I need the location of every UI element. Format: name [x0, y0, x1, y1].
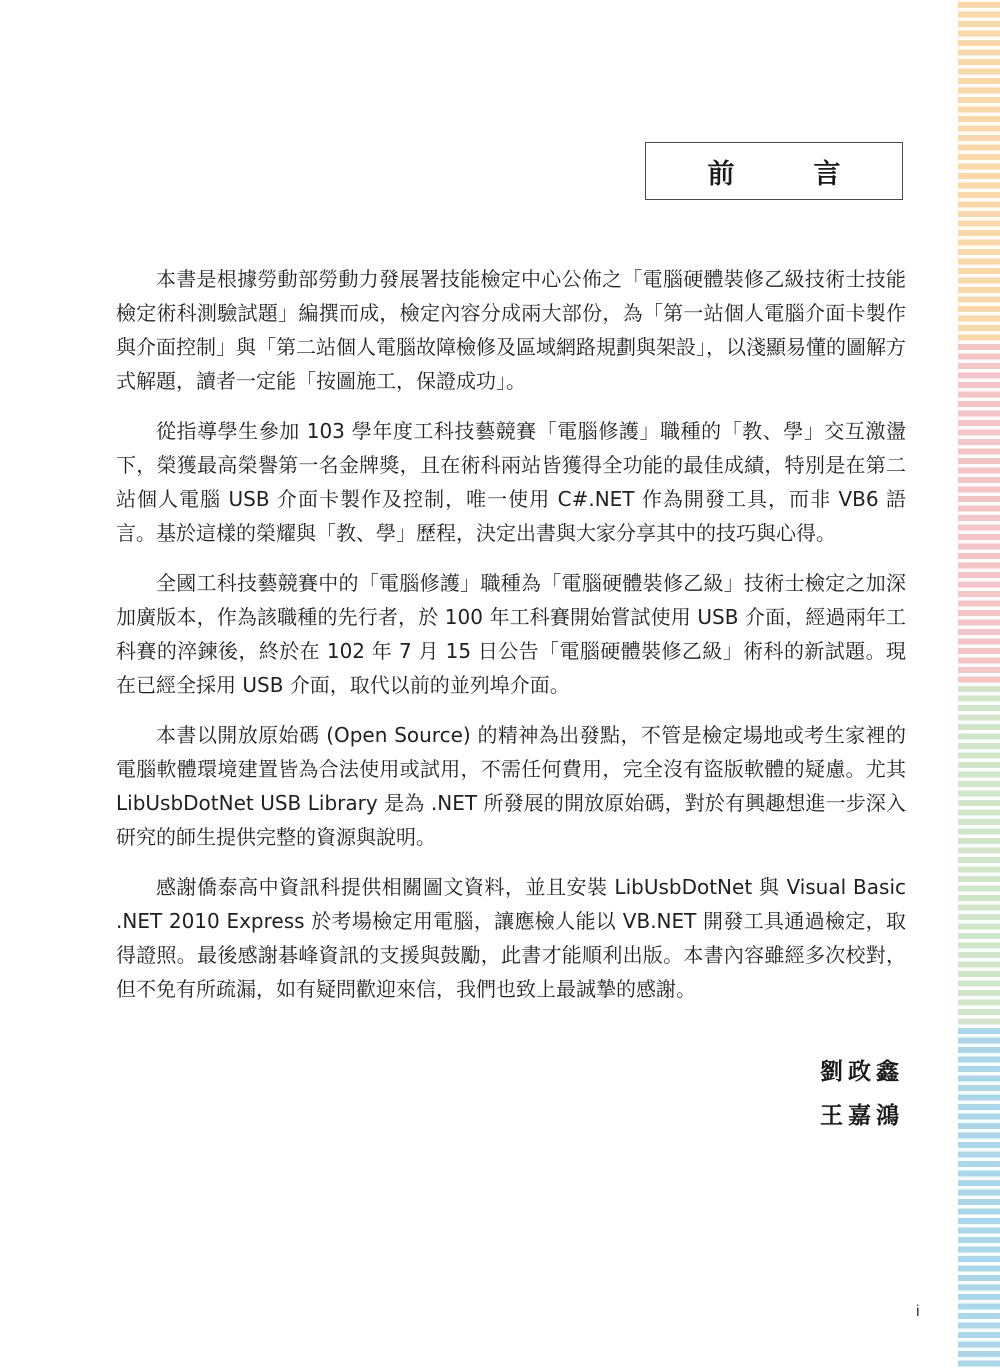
stripe [958, 1085, 1000, 1091]
paragraph-1: 本書是根據勞動部勞動力發展署技能檢定中心公佈之「電腦硬體裝修乙級技術士技能檢定術科測驗試題」編撰而成，檢定內容分成兩大部份，為「第一站個人電腦介面卡製作與介面控制」與「第二站個人電腦故障檢修及區域網路規劃與架設」，以淺顯易懂的圖解方式解題，讀者一定能「按圖施工，保證成功」。 [116, 267, 906, 393]
stripe [958, 810, 1000, 816]
stripe [958, 1304, 1000, 1310]
stripe [958, 240, 1000, 246]
stripe [958, 287, 1000, 293]
stripe [958, 164, 1000, 170]
stripe [958, 876, 1000, 882]
stripe [958, 211, 1000, 217]
stripe [958, 116, 1000, 122]
stripe [958, 449, 1000, 455]
stripe [958, 344, 1000, 350]
stripe [958, 658, 1000, 664]
stripe [958, 363, 1000, 369]
stripe [958, 1161, 1000, 1167]
stripe [958, 88, 1000, 94]
stripe [958, 534, 1000, 540]
stripe [958, 1275, 1000, 1281]
stripe [958, 857, 1000, 863]
stripe [958, 373, 1000, 379]
stripe [958, 135, 1000, 141]
stripe [958, 1332, 1000, 1338]
stripe [958, 933, 1000, 939]
stripe [958, 50, 1000, 56]
stripe [958, 639, 1000, 645]
stripe [958, 724, 1000, 730]
stripe [958, 582, 1000, 588]
stripe [958, 59, 1000, 65]
stripe [958, 1009, 1000, 1015]
stripe [958, 962, 1000, 968]
paragraph-5: 感謝僑泰高中資訊科提供相關圖文資料，並且安裝 LibUsbDotNet 與 Visual Basic .NET 2010 Express 於考場檢定用電腦，讓應檢人能以 VB.NET 開發工具通過檢定，取得證照。最後感謝碁峰資訊的支援與鼓勵，此書才能順利出版。本書內容雖經多次校對，但不免有所疏漏，如有疑問歡迎來信，我們也致上最誠摯的感謝。 [116, 875, 906, 1001]
author-name-1: 劉政鑫 [820, 1058, 904, 1085]
stripe [958, 800, 1000, 806]
decorative-side-stripes [958, 0, 1000, 1368]
author-name-2: 王嘉鴻 [820, 1102, 904, 1129]
stripe [958, 1361, 1000, 1367]
stripe [958, 1057, 1000, 1063]
stripe [958, 1171, 1000, 1177]
stripe [958, 21, 1000, 27]
stripe [958, 1114, 1000, 1120]
stripe [958, 1266, 1000, 1272]
stripe [958, 1323, 1000, 1329]
paragraph-4: 本書以開放原始碼 (Open Source) 的精神為出發點，不管是檢定場地或考生家裡的電腦軟體環境建置皆為合法使用或試用，不需任何費用，完全沒有盜版軟體的疑慮。尤其 LibUsbDotNet USB Library 是為 .NET 所發展的開放原始碼，對於有興趣想進一步深入研究的師生提供完整的資源與說明。 [116, 723, 906, 849]
stripe [958, 544, 1000, 550]
stripe [958, 1104, 1000, 1110]
stripe [958, 734, 1000, 740]
stripe [958, 620, 1000, 626]
stripe [958, 1342, 1000, 1348]
stripe [958, 40, 1000, 46]
stripe [958, 1047, 1000, 1053]
paragraph-2: 從指導學生參加 103 學年度工科技藝競賽「電腦修護」職種的「教、學」交互激盪下，榮獲最高榮譽第一名金牌獎，且在術科兩站皆獲得全功能的最佳成績，特別是在第二站個人電腦 USB 介面卡製作及控制，唯一使用 C#.NET 作為開發工具，而非 VB6 語言。基於這樣的榮耀與「教、學」歷程，決定出書與大家分享其中的技巧與心得。 [116, 419, 906, 545]
stripe [958, 981, 1000, 987]
stripe [958, 762, 1000, 768]
stripe [958, 601, 1000, 607]
stripe [958, 506, 1000, 512]
stripe [958, 268, 1000, 274]
stripe [958, 126, 1000, 132]
stripe [958, 705, 1000, 711]
stripe [958, 1190, 1000, 1196]
stripe [958, 753, 1000, 759]
stripe [958, 430, 1000, 436]
stripe [958, 848, 1000, 854]
stripe [958, 325, 1000, 331]
stripe [958, 1038, 1000, 1044]
stripe [958, 829, 1000, 835]
stripe [958, 1237, 1000, 1243]
stripe [958, 1285, 1000, 1291]
stripe [958, 743, 1000, 749]
stripe [958, 715, 1000, 721]
stripe [958, 12, 1000, 18]
stripe [958, 496, 1000, 502]
stripe [958, 316, 1000, 322]
stripe [958, 1133, 1000, 1139]
stripe [958, 563, 1000, 569]
stripe [958, 202, 1000, 208]
stripe [958, 905, 1000, 911]
stripe [958, 677, 1000, 683]
stripe [958, 145, 1000, 151]
page-number: i [916, 1303, 920, 1320]
stripe [958, 1142, 1000, 1148]
stripe [958, 1180, 1000, 1186]
stripe [958, 401, 1000, 407]
stripe [958, 791, 1000, 797]
stripe [958, 420, 1000, 426]
stripe [958, 629, 1000, 635]
stripe [958, 515, 1000, 521]
stripe [958, 553, 1000, 559]
stripe [958, 392, 1000, 398]
stripe [958, 31, 1000, 37]
stripe [958, 183, 1000, 189]
stripe [958, 249, 1000, 255]
stripe [958, 173, 1000, 179]
author-signatures [820, 1050, 904, 1138]
stripe [958, 1019, 1000, 1025]
stripe [958, 69, 1000, 75]
stripe [958, 468, 1000, 474]
preface-title-box [645, 142, 903, 200]
stripe [958, 411, 1000, 417]
stripe [958, 686, 1000, 692]
stripe [958, 1351, 1000, 1357]
stripe [958, 924, 1000, 930]
stripe [958, 943, 1000, 949]
stripe [958, 154, 1000, 160]
stripe [958, 297, 1000, 303]
stripe [958, 306, 1000, 312]
stripe [958, 819, 1000, 825]
stripe [958, 648, 1000, 654]
stripe [958, 886, 1000, 892]
stripe [958, 1066, 1000, 1072]
stripe [958, 458, 1000, 464]
stripe [958, 78, 1000, 84]
stripe [958, 1218, 1000, 1224]
stripe [958, 259, 1000, 265]
stripe [958, 1209, 1000, 1215]
stripe [958, 867, 1000, 873]
stripe [958, 477, 1000, 483]
stripe [958, 2, 1000, 8]
stripe [958, 1123, 1000, 1129]
stripe [958, 221, 1000, 227]
stripe [958, 1028, 1000, 1034]
stripe [958, 1313, 1000, 1319]
preface-body [116, 262, 906, 1022]
stripe [958, 107, 1000, 113]
stripe [958, 914, 1000, 920]
stripe [958, 230, 1000, 236]
stripe [958, 487, 1000, 493]
paragraph-3: 全國工科技藝競賽中的「電腦修護」職種為「電腦硬體裝修乙級」技術士檢定之加深加廣版本，作為該職種的先行者，於 100 年工科賽開始嘗試使用 USB 介面，經過兩年工科賽的淬鍊後，終於在 102 年 7 月 15 日公告「電腦硬體裝修乙級」術科的新試題。現在已經全採用 USB 介面，取代以前的並列埠介面。 [116, 571, 906, 697]
stripe [958, 838, 1000, 844]
page-title: 前 言 [707, 158, 867, 190]
stripe [958, 1256, 1000, 1262]
stripe [958, 1199, 1000, 1205]
stripe [958, 525, 1000, 531]
stripe [958, 354, 1000, 360]
stripe [958, 781, 1000, 787]
stripe [958, 1294, 1000, 1300]
stripe [958, 1247, 1000, 1253]
stripe [958, 696, 1000, 702]
stripe [958, 382, 1000, 388]
stripe [958, 1000, 1000, 1006]
stripe [958, 335, 1000, 341]
stripe [958, 1095, 1000, 1101]
stripe [958, 439, 1000, 445]
stripe [958, 572, 1000, 578]
stripe [958, 591, 1000, 597]
stripe [958, 278, 1000, 284]
stripe [958, 952, 1000, 958]
stripe [958, 772, 1000, 778]
stripe [958, 667, 1000, 673]
stripe [958, 895, 1000, 901]
stripe [958, 971, 1000, 977]
stripe [958, 97, 1000, 103]
stripe [958, 1076, 1000, 1082]
stripe [958, 610, 1000, 616]
stripe [958, 1228, 1000, 1234]
stripe [958, 1152, 1000, 1158]
stripe [958, 192, 1000, 198]
stripe [958, 990, 1000, 996]
